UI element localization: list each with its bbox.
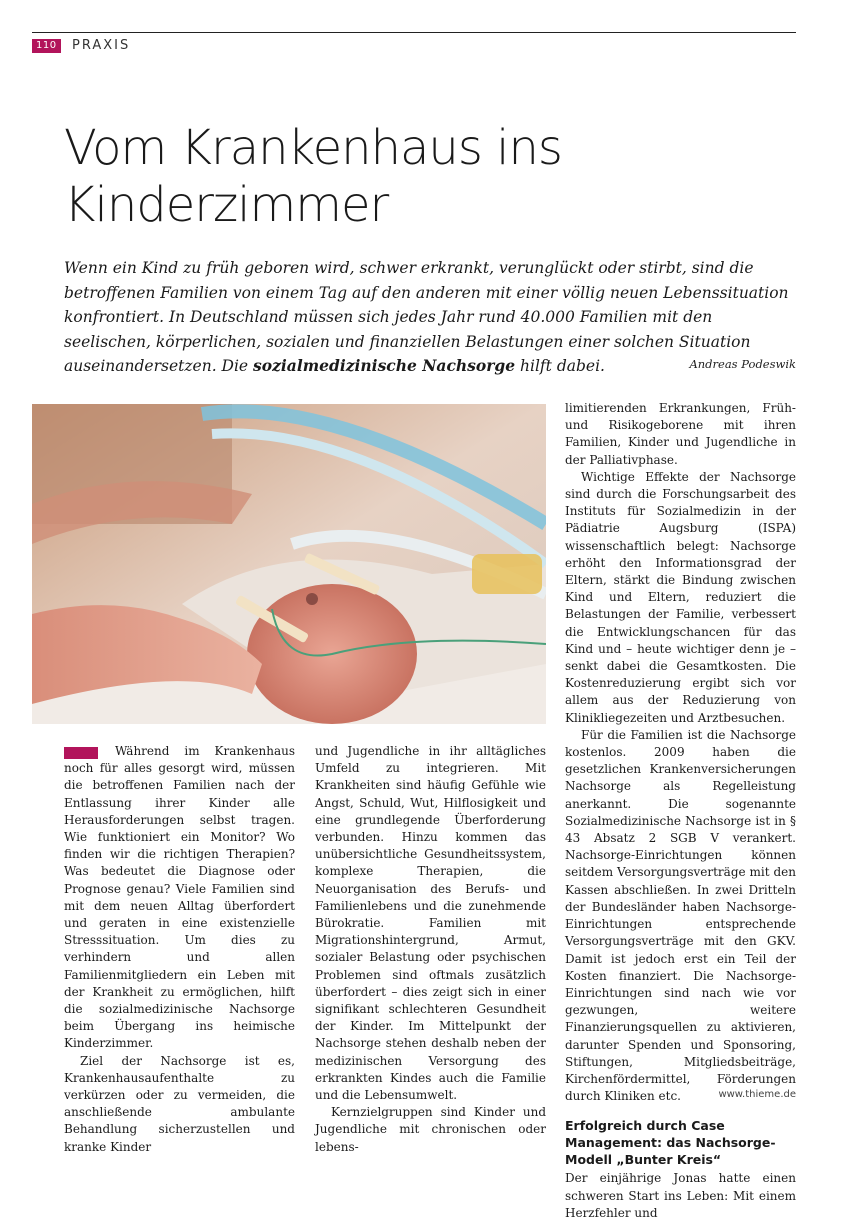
paragraph: Für die Familien ist die Nachsorge kostenlos. 2009 haben die gesetzlichen Krankenversicherungen Nachsorge als Regelleistung anerkannt. Die sogenannte Sozialmedizinische Nachsorge ist in § 43 Absatz 2 SGB V verankert. Nachsorge-Einrichtungen können seitdem Versorgungsverträge mit den Kassen abschließen. In zwei Dritteln der Bundesländer haben Nachsorge-Einrichtungen entsprechende Versorgungsverträge mit den GKV. Damit ist jedoch erst ein Teil der Kosten finanziert. Die Nachsorge-Einrichtungen sind nach wie vor gezwungen, weitere Finanzierungsquellen zu aktivieren, darunter Spenden und Sponsoring, Stiftungen, Mitgliedsbeiträge, Kirchenfördermittel, Förderungen durch Kliniken etc. [565,727,796,1104]
footer-url: www.thieme.de [718,1089,796,1100]
lead-bold: sozialmedizinische Nachsorge [253,356,516,375]
text-column-1 [64,743,295,1156]
header-rule [32,32,796,33]
article-photo [32,404,546,724]
paragraph: Wichtige Effekte der Nachsorge sind durch die Forschungsarbeit des Instituts für Sozialmedizin in der Pädiatrie Augsburg (ISPA) wissenschaftlich belegt: Nachsorge erhöht den Informationsgrad der Eltern, stärkt die Bindung zwischen Kind und Eltern, reduziert die Belastungen der Familie, verbessert die Entwicklungschancen für das Kind und – heute wichtiger denn je – senkt dabei die Gesamtkosten. Die Kostenreduzierung ergibt sich vor allem aus der Reduzierung von Klinikliegezeiten und Arztbesuchen. [565,469,796,725]
paragraph: Der einjährige Jonas hatte einen schweren Start ins Leben: Mit einem Herzfehler und [565,1171,796,1220]
article-lead [64,256,796,379]
page-number: 110 [32,39,61,53]
paragraph: Kernzielgruppen sind Kinder und Jugendliche mit chronischen oder lebens- [315,1105,546,1154]
lead-end: hilft dabei. [515,357,605,375]
text-column-2 [315,743,546,1156]
section-label: PRAXIS [72,38,131,53]
author-name: Andreas Podeswik [689,357,796,371]
article-title: Vom Krankenhaus ins Kinderzimmer [64,120,562,233]
lead-text: Wenn ein Kind zu früh geboren wird, schwer erkrankt, verunglückt oder stirbt, sind die betroffenen Familien von einem Tag auf den anderen mit einer völlig neuen Lebenssituation konfrontiert. In Deutschland müssen sich jedes Jahr rund 40.000 Familien mit den seelischen, körperlichen, sozialen und finanziellen Belastungen einer solchen Situation auseinandersetzen. Die [64,259,789,375]
paragraph: limitierenden Erkrankungen, Früh- und Risikogeborene mit ihren Familien, Kinder und Jugendliche in der Palliativphase. [565,401,796,467]
subheading: Erfolgreich durch Case Management: das Nachsorge-Modell „Bunter Kreis“ [565,1118,776,1168]
paragraph: und Jugendliche in ihr alltägliches Umfeld zu integrieren. Mit Krankheiten sind häufig Gefühle wie Angst, Schuld, Wut, Hilflosigkeit und eine grundlegende Überforderung verbunden. Hinzu kommen das unübersichtliche Gesundheitssystem, komplexe Therapien, die Neuorganisation des Berufs- und Familienlebens und die zunehmende Bürokratie. Familien mit Migrationshintergrund, Armut, sozialer Belastung oder psychischen Problemen sind oftmals zusätzlich überfordert – dies zeigt sich in einer signifikant schlechteren Gesundheit der Kinder. Im Mittelpunkt der Nachsorge stehen deshalb neben der medizinischen Versorgung des erkrankten Kindes auch die Familie und die Lebensumwelt. [315,744,546,1103]
paragraph: Ziel der Nachsorge ist es, Krankenhausaufenthalte zu verkürzen oder zu vermeiden, die anschließende ambulante Behandlung sicherzustellen und kranke Kinder [64,1053,295,1154]
paragraph: Während im Krankenhaus noch für alles gesorgt wird, müssen die betroffenen Familien nach der Entlassung ihrer Kinder alle Herausforderungen selbst tragen. Wie funktioniert ein Monitor? Wo finden wir die richtigen Therapien? Was bedeutet die Diagnose oder Prognose genau? Viele Familien sind mit dem neuen Alltag überfordert und geraten in eine existenzielle Stresssituation. Um dies zu verhindern und allen Familienmitgliedern ein Leben mit der Krankheit zu ermöglichen, hilft die sozialmedizinische Nachsorge beim Übergang ins heimische Kinderzimmer. [64,744,295,1051]
